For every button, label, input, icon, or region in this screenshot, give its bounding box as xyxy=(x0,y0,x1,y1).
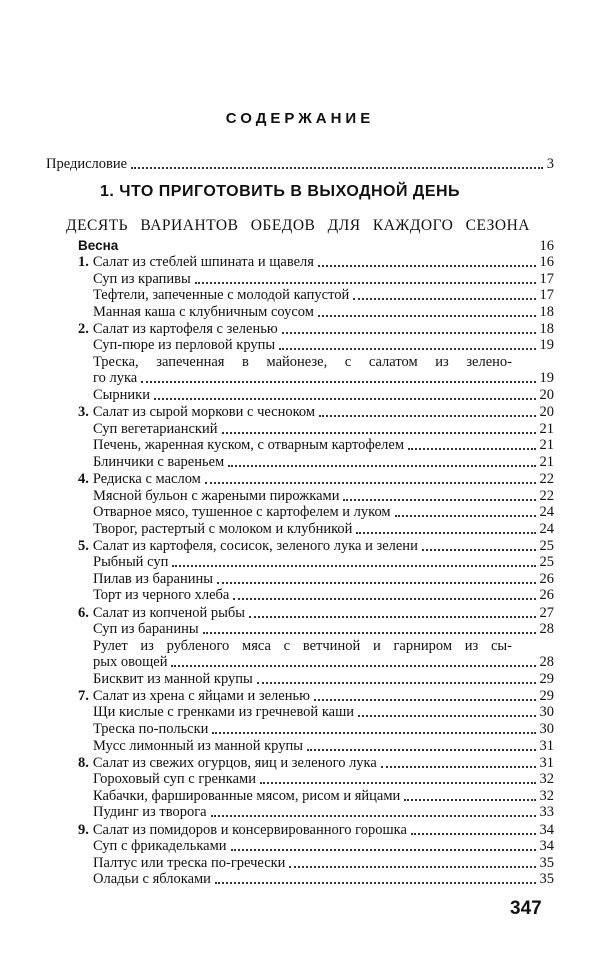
dot-leader xyxy=(141,370,535,383)
section-heading: ДЕСЯТЬ ВАРИАНТОВ ОБЕДОВ ДЛЯ КАЖДОГО СЕЗОНА xyxy=(66,217,530,234)
entry-page: 35 xyxy=(539,871,554,888)
preface-label: Предисловие xyxy=(46,156,128,172)
toc-entry[interactable] xyxy=(93,738,554,755)
entry-page: 24 xyxy=(539,504,554,521)
toc-entry[interactable] xyxy=(93,488,554,505)
entry-text: Рулет из рубленого мяса с ветчиной и гарниром из сы- xyxy=(93,637,512,654)
dot-leader xyxy=(211,804,536,817)
dot-leader xyxy=(318,254,536,267)
entry-text: Суп вегетарианский xyxy=(93,420,218,437)
chapter-heading: 1. ЧТО ПРИГОТОВИТЬ В ВЫХОДНОЙ ДЕНЬ xyxy=(100,183,461,200)
dot-leader xyxy=(203,621,536,634)
entry-number: 2. xyxy=(78,320,89,337)
dot-leader xyxy=(381,755,536,768)
toc-entry-numbered[interactable] xyxy=(78,822,554,839)
entry-text: Палтус или треска по-гречески xyxy=(93,854,286,871)
dot-leader xyxy=(205,471,536,484)
dot-leader xyxy=(122,237,535,250)
entry-text: Салат из сырой моркови с чесноком xyxy=(92,404,316,421)
toc-entry[interactable] xyxy=(93,354,512,371)
dot-leader xyxy=(314,688,536,701)
entry-page: 21 xyxy=(539,420,554,437)
entry-page: 22 xyxy=(539,487,554,504)
page-number: 347 xyxy=(510,898,542,919)
entry-text: Суп с фрикадельками xyxy=(93,838,227,855)
entry-text: Бисквит из манной крупы xyxy=(93,670,253,687)
toc-entry[interactable] xyxy=(93,421,554,438)
dot-leader xyxy=(131,156,543,169)
dot-leader xyxy=(154,387,536,400)
entry-page: 30 xyxy=(539,721,554,737)
toc-entry[interactable] xyxy=(93,638,512,655)
entry-number: 5. xyxy=(78,537,89,554)
entry-page: 28 xyxy=(539,621,554,638)
entry-text: Манная каша с клубничным соусом xyxy=(93,303,314,320)
entry-page: 35 xyxy=(539,854,554,871)
dot-leader xyxy=(279,337,535,350)
dot-leader xyxy=(260,771,536,784)
dot-leader xyxy=(343,488,535,501)
entry-number: 1. xyxy=(78,254,89,270)
entry-page: 20 xyxy=(539,404,554,421)
toc-entry[interactable] xyxy=(93,454,554,471)
entry-text: Салат из картофеля, сосисок, зеленого лука и зелени xyxy=(92,537,418,554)
entry-number: 7. xyxy=(78,687,89,704)
season-entry[interactable] xyxy=(78,237,554,254)
entry-page: 32 xyxy=(539,787,554,804)
entry-page: 31 xyxy=(539,737,554,754)
entry-text: Сырники xyxy=(93,387,150,403)
toc-entry[interactable] xyxy=(93,304,554,321)
dot-leader xyxy=(171,654,535,667)
entry-page: 34 xyxy=(539,821,554,838)
entry-page: 16 xyxy=(539,254,554,270)
dot-leader xyxy=(217,571,535,584)
entry-page: 29 xyxy=(539,687,554,704)
dot-leader xyxy=(228,454,535,467)
entry-text: Творог, растертый с молоком и клубникой xyxy=(93,520,353,537)
dot-leader xyxy=(212,721,535,734)
dot-leader xyxy=(249,605,535,618)
entry-number: 4. xyxy=(78,470,89,487)
dot-leader xyxy=(358,704,535,717)
entry-text: Кабачки, фаршированные мясом, рисом и яйцами xyxy=(93,787,401,804)
entry-page: 21 xyxy=(539,437,554,454)
toc-entry-numbered[interactable] xyxy=(78,321,554,338)
entry-text: Треска, запеченная в майонезе, с салатом из зелено- xyxy=(93,353,512,370)
entry-page: 19 xyxy=(539,337,554,354)
dot-leader xyxy=(195,271,536,284)
dot-leader xyxy=(319,404,535,417)
toc-entry[interactable] xyxy=(93,788,554,805)
entry-text: Рыбный суп xyxy=(93,554,169,571)
dot-leader xyxy=(222,421,536,434)
entry-text: Блинчики с вареньем xyxy=(93,453,225,470)
entry-text: Салат из копченой рыбы xyxy=(92,604,246,621)
entry-number: 9. xyxy=(78,821,89,838)
entry-text: Гороховый суп с гренками xyxy=(93,771,256,788)
entry-number: 6. xyxy=(78,604,89,621)
entry-number: 8. xyxy=(78,754,89,771)
entry-page: 30 xyxy=(539,704,554,721)
toc-entry[interactable] xyxy=(93,804,554,821)
toc-entry[interactable] xyxy=(93,855,554,872)
toc-entry[interactable] xyxy=(93,554,554,571)
dot-leader xyxy=(231,838,536,851)
entry-page: 22 xyxy=(539,470,554,487)
entry-text: Салат из картофеля с зеленью xyxy=(92,320,278,337)
entry-text: Треска по-польски xyxy=(93,721,209,737)
toc-entry[interactable] xyxy=(93,671,554,688)
dot-leader xyxy=(411,822,536,835)
dot-leader xyxy=(233,587,535,600)
entry-page: 20 xyxy=(539,387,554,403)
preface-entry[interactable] xyxy=(46,156,554,173)
entry-text: го лука xyxy=(93,370,138,387)
dot-leader xyxy=(307,738,536,751)
entry-page: 17 xyxy=(539,287,554,304)
dot-leader xyxy=(422,538,536,551)
entry-text: Тефтели, запеченные с молодой капустой xyxy=(93,287,350,304)
dot-leader xyxy=(408,437,535,450)
toc-entry[interactable] xyxy=(93,704,554,721)
toc-entry[interactable] xyxy=(93,521,554,538)
page-title: СОДЕРЖАНИЕ xyxy=(225,110,375,127)
entry-text: Мусс лимонный из манной крупы xyxy=(93,737,303,754)
toc-entry[interactable] xyxy=(93,871,554,888)
entry-text: Щи кислые с гренками из гречневой каши xyxy=(93,704,355,721)
entry-page: 18 xyxy=(539,303,554,320)
entry-page: 26 xyxy=(539,587,554,604)
toc-entry-numbered[interactable] xyxy=(78,538,554,555)
toc-entry[interactable] xyxy=(93,838,554,855)
entry-text: Оладьи с яблоками xyxy=(93,871,211,888)
entry-text: Салат из хрена с яйцами и зеленью xyxy=(92,687,310,704)
entry-text: Пилав из баранины xyxy=(93,570,214,587)
toc-entry-numbered[interactable] xyxy=(78,404,554,421)
entry-text: Отварное мясо, тушенное с картофелем и луком xyxy=(93,504,391,521)
entry-text: Суп из баранины xyxy=(93,621,199,638)
dot-leader xyxy=(356,521,535,534)
toc-entry[interactable] xyxy=(93,271,554,288)
entry-text: Мясной бульон с жареными пирожками xyxy=(93,487,340,504)
dot-leader xyxy=(257,671,536,684)
entry-page: 21 xyxy=(539,453,554,470)
dot-leader xyxy=(215,871,536,884)
entry-text: Печень, жаренная куском, с отварным картофелем xyxy=(93,437,405,454)
entry-number: 3. xyxy=(78,404,89,421)
entry-text: рых овощей xyxy=(93,654,168,671)
toc-entry[interactable] xyxy=(93,337,554,354)
season-page: 16 xyxy=(539,238,554,254)
toc-entry[interactable] xyxy=(93,287,554,304)
entry-page: 19 xyxy=(539,370,554,387)
entry-text: Торт из черного хлеба xyxy=(93,587,230,604)
dot-leader xyxy=(404,788,535,801)
toc-entry[interactable] xyxy=(93,771,554,788)
entry-text: Суп-пюре из перловой крупы xyxy=(93,337,276,354)
dot-leader xyxy=(318,304,536,317)
entry-page: 33 xyxy=(539,804,554,821)
toc-entry[interactable] xyxy=(93,621,554,638)
entry-text: Салат из помидоров и консервированного горошка xyxy=(92,821,407,838)
entry-page: 27 xyxy=(539,604,554,621)
toc-entry[interactable] xyxy=(93,587,554,604)
entry-page: 25 xyxy=(539,554,554,571)
entry-page: 24 xyxy=(539,520,554,537)
dot-leader xyxy=(395,504,536,517)
dot-leader xyxy=(353,287,535,300)
preface-page: 3 xyxy=(546,156,554,172)
entry-page: 17 xyxy=(539,270,554,287)
entry-page: 31 xyxy=(539,754,554,771)
toc-entry[interactable] xyxy=(93,370,554,387)
entry-page: 26 xyxy=(539,570,554,587)
toc-entry[interactable] xyxy=(93,437,554,454)
entry-text: Салат из свежих огурцов, яиц и зеленого лука xyxy=(92,754,377,771)
toc-entry[interactable] xyxy=(93,721,554,738)
toc-entry-numbered[interactable] xyxy=(78,688,554,705)
entry-page: 32 xyxy=(539,771,554,788)
entry-text: Салат из стеблей шпината и щавеля xyxy=(92,254,314,270)
dot-leader xyxy=(172,554,535,567)
toc-entry[interactable] xyxy=(93,654,554,671)
entry-text: Пудинг из творога xyxy=(93,804,207,821)
toc-entry[interactable] xyxy=(93,387,554,404)
entry-page: 29 xyxy=(539,670,554,687)
toc-entry-numbered[interactable] xyxy=(78,755,554,772)
toc-entry-numbered[interactable] xyxy=(78,605,554,622)
season-label: Весна xyxy=(78,238,119,253)
toc-entry-numbered[interactable] xyxy=(78,254,554,271)
entry-page: 34 xyxy=(539,838,554,855)
dot-leader xyxy=(289,855,535,868)
dot-leader xyxy=(282,321,536,334)
entry-text: Редиска с маслом xyxy=(92,470,201,487)
toc-entry[interactable] xyxy=(93,504,554,521)
entry-page: 28 xyxy=(539,654,554,671)
entry-page: 25 xyxy=(539,537,554,554)
entry-page: 18 xyxy=(539,320,554,337)
entry-text: Суп из крапивы xyxy=(93,270,191,287)
toc-entry[interactable] xyxy=(93,571,554,588)
toc-entry-numbered[interactable] xyxy=(78,471,554,488)
